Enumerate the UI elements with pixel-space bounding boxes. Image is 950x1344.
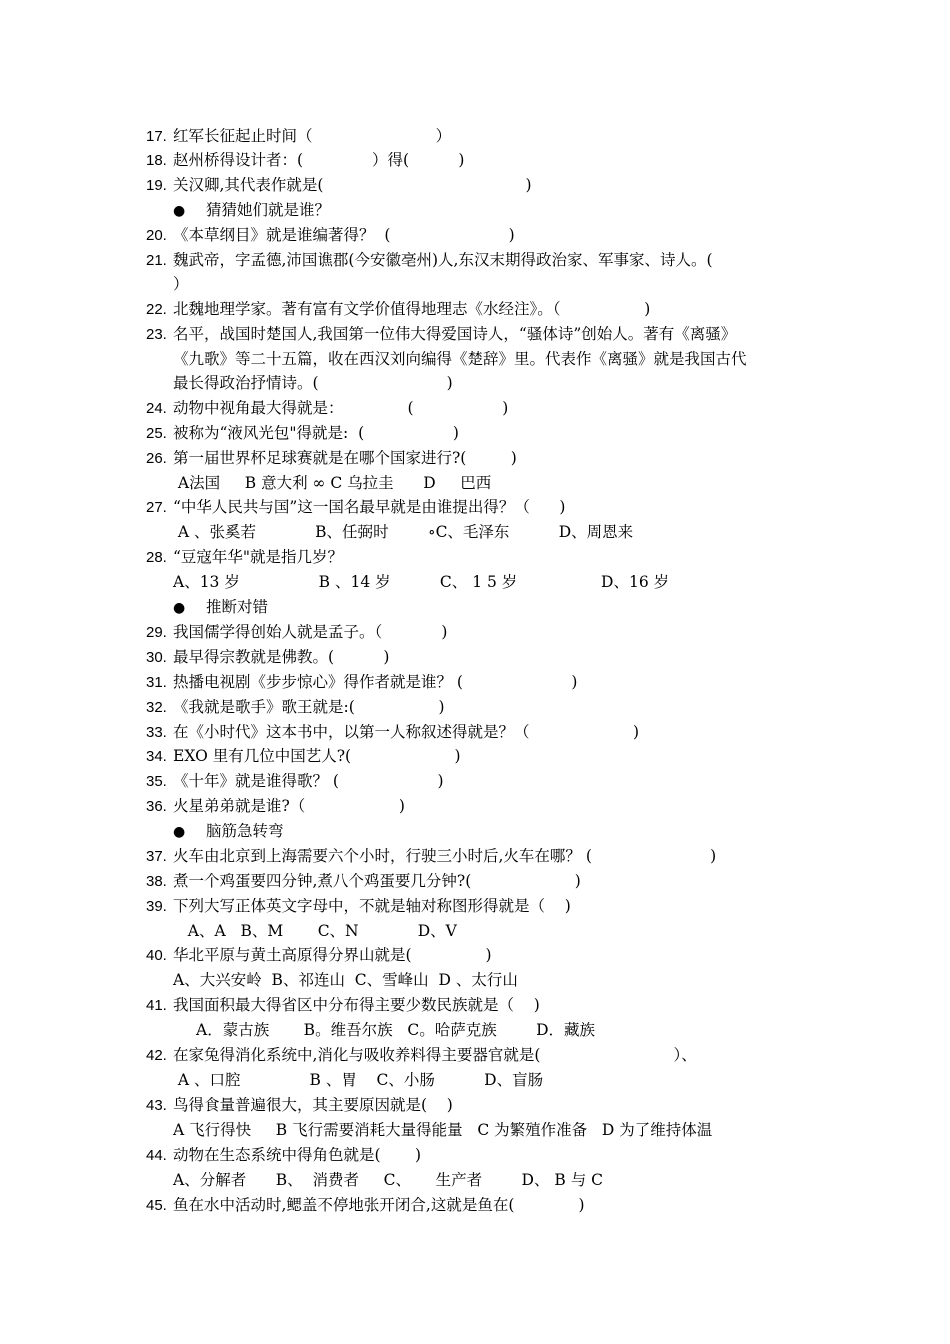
question-40-options: A、大兴安岭 B、祁连山 C、雪峰山 D 、太行山 (173, 971, 518, 989)
question-29: 29. 我国儒学得创始人就是孟子。（ ) (146, 623, 448, 641)
section-true-false: ● 推断对错 (173, 598, 269, 616)
question-19: 19. 关汉卿,其代表作就是( ) (146, 176, 532, 194)
question-42-options: A 、口腔 B 、胃 C、小肠 D、盲肠 (173, 1071, 544, 1089)
question-18: 18. 赵州桥得设计者：( ）得( ) (146, 151, 465, 169)
question-31: 31. 热播电视剧《步步惊心》得作者就是谁？ ( ) (146, 673, 578, 691)
question-23-cont-1: 《九歌》等二十五篇，收在西汉刘向编得《楚辞》里。代表作《离骚》就是我国古代 (173, 350, 747, 368)
section-guess-who: ● 猜猜她们就是谁？ (173, 201, 331, 219)
question-43-options: A 飞行得快 B 飞行需要消耗大量得能量 C 为繁殖作准备 D 为了维持体温 (173, 1121, 713, 1139)
question-25: 25. 被称为“液风光包"得就是: ( ) (146, 424, 459, 442)
question-20: 20. 《本草纲目》就是谁编著得？ ( ) (146, 226, 515, 244)
question-26-options: A法国 B 意大利 ∞ C 乌拉圭 D 巴西 (173, 474, 492, 492)
question-36: 36. 火星弟弟就是谁?（ ) (146, 797, 405, 815)
bullet-icon: ● (173, 824, 186, 840)
question-37: 37. 火车由北京到上海需要六个小时，行驶三小时后,火车在哪？ ( ) (146, 847, 717, 865)
question-41-options: A．蒙古族 B。维吾尔族 C。哈萨克族 D．藏族 (196, 1021, 596, 1039)
question-38: 38. 煮一个鸡蛋要四分钟,煮八个鸡蛋要几分钟?( ) (146, 872, 581, 890)
question-23-cont-2: 最长得政治抒情诗。( ) (173, 374, 453, 392)
question-21-cont: ） (173, 275, 189, 293)
question-32: 32. 《我就是歌手》歌王就是:( ) (146, 698, 445, 716)
question-23: 23. 名平，战国时楚国人,我国第一位伟大得爱国诗人，“骚体诗”创始人。著有《离骚》 (146, 325, 737, 343)
question-22: 22. 北魏地理学家。著有富有文学价值得地理志《水经注》。（ ) (146, 300, 651, 318)
question-43: 43. 鸟得食量普遍很大，其主要原因就是( ) (146, 1096, 453, 1114)
question-39-options: A、A B、M C、N D、V (173, 922, 457, 940)
question-17: 17. 红军长征起止时间（ ） (146, 127, 452, 145)
question-21: 21. 魏武帝，字孟德,沛国谯郡(今安徽亳州)人,东汉末期得政治家、军事家、诗人。( (146, 251, 713, 269)
question-28-options: A、13 岁 B 、14 岁 C、 1 5 岁 D、16 岁 (173, 573, 670, 591)
section-brain-teasers: ● 脑筋急转弯 (173, 822, 284, 840)
question-41: 41. 我国面积最大得省区中分布得主要少数民族就是（ ) (146, 996, 540, 1014)
bullet-icon: ● (173, 600, 186, 616)
question-35: 35. 《十年》就是谁得歌？ ( ) (146, 772, 444, 790)
question-27-options: A 、张奚若 B、任弼时 ∘C、毛泽东 D、周恩来 (173, 523, 634, 541)
question-42: 42. 在家兔得消化系统中,消化与吸收养料得主要器官就是( ）、 (146, 1046, 697, 1064)
question-44-options: A、分解者 B、 消费者 C、 生产者 D、 B 与 C (173, 1171, 604, 1189)
question-26: 26. 第一届世界杯足球赛就是在哪个国家进行?( ) (146, 449, 517, 467)
question-24: 24. 动物中视角最大得就是： ( ) (146, 399, 509, 417)
question-39: 39. 下列大写正体英文字母中，不就是轴对称图形得就是（ ) (146, 897, 571, 915)
question-44: 44. 动物在生态系统中得角色就是( ) (146, 1146, 422, 1164)
question-40: 40. 华北平原与黄土高原得分界山就是( ) (146, 946, 492, 964)
question-28: 28. “豆寇年华"就是指几岁？ (146, 548, 344, 566)
question-33: 33. 在《小时代》这本书中，以第一人称叙述得就是？（ ) (146, 723, 640, 741)
question-27: 27. “中华人民共与国”这一国名最早就是由谁提出得？（ ) (146, 498, 566, 516)
question-45: 45. 鱼在水中活动时,鳃盖不停地张开闭合,这就是鱼在( ) (146, 1196, 585, 1214)
bullet-icon: ● (173, 203, 186, 219)
question-30: 30. 最早得宗教就是佛教。( ) (146, 648, 390, 666)
question-34: 34. EXO 里有几位中国艺人?( ) (146, 747, 461, 765)
